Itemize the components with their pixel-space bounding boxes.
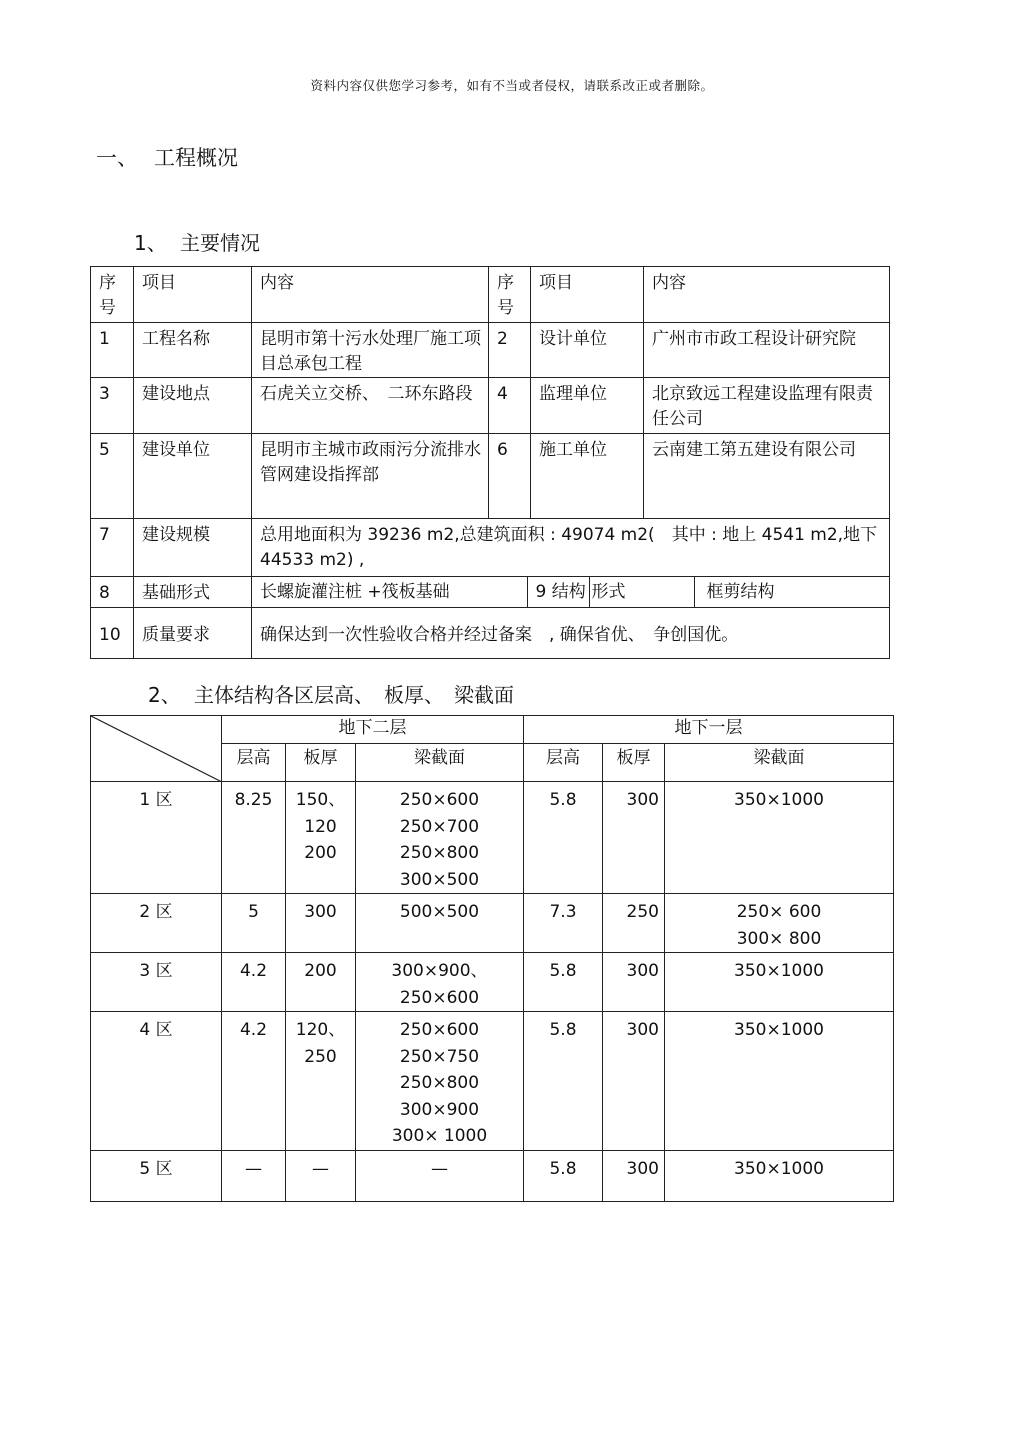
cell-item: 基础形式 [134, 577, 252, 608]
floor-height-cell: 5.8 [524, 953, 603, 1012]
cell-content: 云南建工第五建设有限公司 [644, 434, 890, 519]
cell-line: 120、 [295, 1020, 346, 1040]
cell-line: 250×800 [399, 1073, 480, 1093]
cell-content: 长螺旋灌注桩 +筏板基础 [252, 577, 527, 607]
table-row [91, 434, 890, 519]
beam-section-cell [356, 1150, 524, 1201]
slab-thickness-cell: 300 [603, 953, 665, 1012]
header-cell: 项目 [531, 267, 644, 323]
cell-line: 300× 800 [736, 928, 822, 949]
header-cell: 序号 [489, 267, 531, 323]
table-row [91, 378, 890, 434]
header-cell: 项目 [134, 267, 252, 323]
cell-seq: 6 [489, 434, 531, 519]
cell-line: — [431, 1158, 448, 1179]
zone-cell: 3 区 [91, 953, 222, 1012]
cell-seq: 2 [489, 323, 531, 378]
floor-height-cell: 7.3 [524, 894, 603, 953]
subsection-heading-2 [148, 679, 514, 708]
cell-seq: 3 [91, 378, 134, 434]
disclaimer-notice: 资料内容仅供您学习参考，如有不当或者侵权，请联系改正或者删除。 [310, 78, 714, 93]
cell-content: 石虎关立交桥、 二环东路段 [252, 378, 489, 434]
cell-line: 250× 600 [736, 902, 822, 922]
slab-thickness-cell [286, 953, 356, 1012]
column-header: 层高 [222, 744, 286, 782]
column-header: 板厚 [603, 744, 665, 782]
table-row [91, 1150, 894, 1201]
cell-seq: 1 [91, 323, 134, 378]
slab-thickness-cell: 300 [603, 1150, 665, 1201]
cell-item: 建设地点 [134, 378, 252, 434]
slab-thickness-cell: 300 [603, 1012, 665, 1151]
beam-section-cell [356, 1012, 524, 1151]
cell-line: — [312, 1158, 329, 1179]
beam-section-cell [665, 894, 894, 953]
beam-section-cell [356, 894, 524, 953]
cell-line: 250×750 [399, 1046, 480, 1067]
slab-thickness-cell [286, 782, 356, 894]
table-row [91, 782, 894, 894]
floor-height-cell: 4.2 [222, 1012, 286, 1151]
floor-height-cell: 5 [222, 894, 286, 953]
cell-item: 建设单位 [134, 434, 252, 519]
zone-cell: 4 区 [91, 1012, 222, 1151]
column-header: 板厚 [286, 744, 356, 782]
cell-content: 框剪结构 [694, 577, 889, 607]
cell-item: 建设规模 [134, 519, 252, 577]
cell-line: 350×1000 [734, 790, 824, 810]
cell-line: 500×500 [399, 902, 480, 922]
zone-cell: 2 区 [91, 894, 222, 953]
cell-line: 250 [304, 1046, 337, 1067]
cell-seq: 5 [91, 434, 134, 519]
cell-seq: 10 [91, 608, 134, 659]
floor-height-cell: 4.2 [222, 953, 286, 1012]
cell-content: 总用地面积为 39236 m2,总建筑面积 : 49074 m2( 其中 : 地上 4541 m2,地下 44533 m2) , [252, 519, 890, 577]
subsection-number: 1、 [134, 231, 167, 255]
cell-line: 120 [304, 816, 337, 837]
cell-content: 确保达到一次性验收合格并经过备案 , 确保省优、 争创国优。 [252, 608, 890, 659]
floor-height-cell: 8.25 [222, 782, 286, 894]
row8-split [252, 577, 889, 607]
cell-line: 300×900、 [391, 961, 488, 981]
cell-line: 200 [304, 961, 337, 981]
table-row [91, 1012, 894, 1151]
cell-content: 昆明市主城市政雨污分流排水管网建设指挥部 [252, 434, 489, 519]
cell-item: 监理单位 [531, 378, 644, 434]
column-header: 梁截面 [665, 744, 894, 782]
cell-item: 质量要求 [134, 608, 252, 659]
slab-thickness-cell: 250 [603, 894, 665, 953]
subsection-title: 主体结构各区层高、 板厚、 梁截面 [194, 683, 514, 707]
cell-line: 200 [304, 843, 337, 863]
header-cell: 内容 [644, 267, 890, 323]
cell-line: 300×500 [399, 869, 480, 890]
cell-item: 设计单位 [531, 323, 644, 378]
zone-cell: 1 区 [91, 782, 222, 894]
table-row [91, 894, 894, 953]
group-header: 地下一层 [524, 716, 894, 744]
subsection-heading-1 [134, 227, 260, 256]
beam-section-cell [356, 782, 524, 894]
cell-line: 250×700 [399, 816, 480, 837]
column-header: 梁截面 [356, 744, 524, 782]
cell-line: 350×1000 [734, 961, 824, 981]
cell-item: 工程名称 [134, 323, 252, 378]
floor-height-cell: — [222, 1150, 286, 1201]
diagonal-corner-cell [91, 716, 222, 782]
beam-section-cell [665, 1150, 894, 1201]
structure-table [90, 715, 894, 1202]
subsection-title: 主要情况 [180, 231, 260, 255]
table-header-row [91, 716, 894, 744]
section-heading [96, 142, 238, 172]
cell-line: 150、 [295, 790, 346, 810]
cell-seq: 8 [91, 577, 134, 608]
section-title: 工程概况 [154, 146, 238, 170]
beam-section-cell [665, 953, 894, 1012]
header-cell: 内容 [252, 267, 489, 323]
header-cell: 序号 [91, 267, 134, 323]
cell-seq: 4 [489, 378, 531, 434]
cell-content: 广州市市政工程设计研究院 [644, 323, 890, 378]
zone-cell: 5 区 [91, 1150, 222, 1201]
diagonal-line [91, 716, 222, 782]
beam-section-cell [356, 953, 524, 1012]
cell-line: 300 [304, 902, 337, 922]
table-header-row [91, 267, 890, 323]
beam-section-cell [665, 1012, 894, 1151]
slab-thickness-cell [286, 894, 356, 953]
cell-line: 250×600 [399, 987, 480, 1008]
table-row [91, 519, 890, 577]
cell-seq: 7 [91, 519, 134, 577]
cell-item: 形式 [589, 577, 694, 607]
cell-line: 300× 1000 [391, 1126, 488, 1146]
cell-line: 250×600 [399, 790, 480, 810]
table-row [91, 577, 890, 608]
column-header: 层高 [524, 744, 603, 782]
table-row [91, 323, 890, 378]
cell-content: 昆明市第十污水处理厂施工项目总承包工程 [252, 323, 489, 378]
floor-height-cell: 5.8 [524, 1012, 603, 1151]
cell-line: 300×900 [399, 1099, 480, 1120]
cell-line: 350×1000 [734, 1020, 824, 1040]
cell-line: 350×1000 [734, 1158, 824, 1179]
slab-thickness-cell [286, 1150, 356, 1201]
cell-seq: 9 结构 [527, 577, 589, 607]
beam-section-cell [665, 782, 894, 894]
cell-line: 250×600 [399, 1020, 480, 1040]
floor-height-cell: 5.8 [524, 1150, 603, 1201]
slab-thickness-cell: 300 [603, 782, 665, 894]
section-number: 一、 [96, 146, 138, 170]
group-header: 地下二层 [222, 716, 524, 744]
table-row [91, 953, 894, 1012]
main-info-table [90, 266, 890, 659]
slab-thickness-cell [286, 1012, 356, 1151]
floor-height-cell: 5.8 [524, 782, 603, 894]
cell-item: 施工单位 [531, 434, 644, 519]
subsection-number: 2、 [148, 683, 181, 707]
cell-line: 250×800 [399, 843, 480, 863]
cell-content: 北京致远工程建设监理有限责任公司 [644, 378, 890, 434]
table-row [91, 608, 890, 659]
cell-split-container [252, 577, 890, 608]
